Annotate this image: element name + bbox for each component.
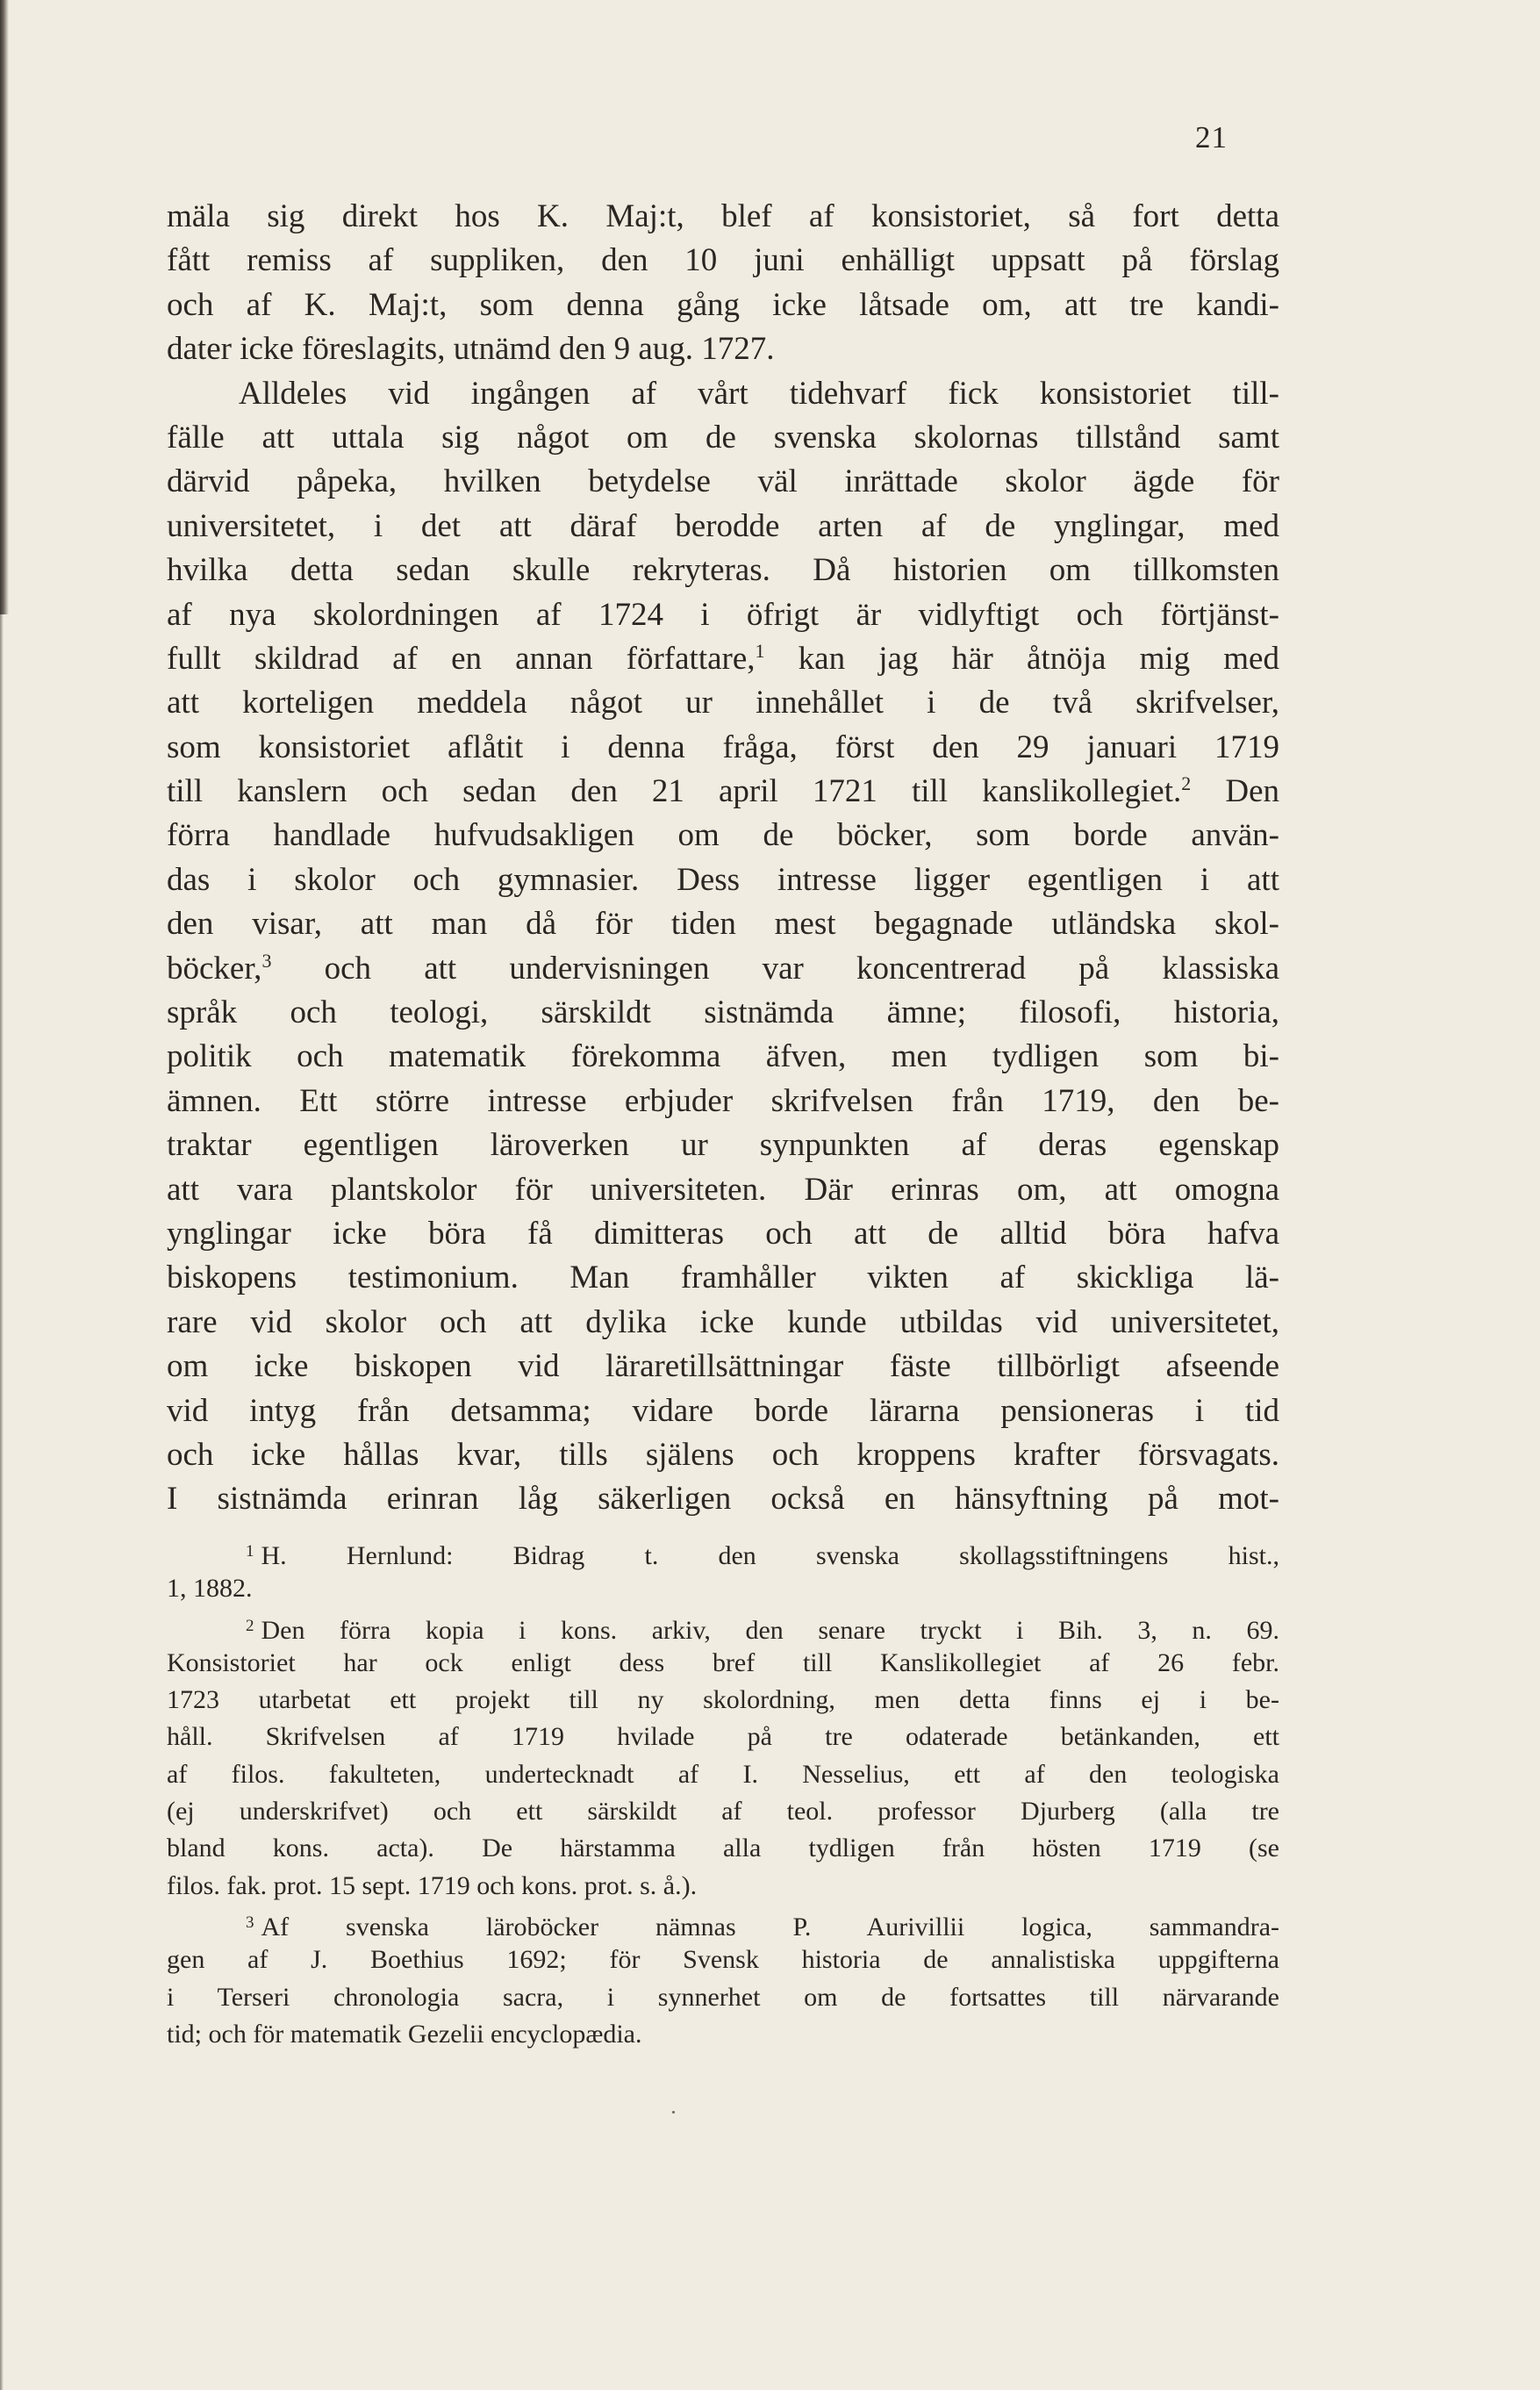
footnote-text: Af svenska läroböcker nämnas P. Aurivillii logica, sammandra- [261,1912,1279,1941]
footnote-line: filos. fak. prot. 15 sept. 1719 och kons. prot. s. å.). [167,1870,698,1900]
text-line [167,637,1279,681]
text-line: vid intyg från detsamma; vidare borde lärarna pensioneras i tid [167,1392,1279,1429]
footnote-ref: 2 [1181,772,1192,795]
footnote-2 [167,1608,1279,1905]
text-line: traktar egentligen läroverken ur synpunkten af deras egenskap [167,1127,1279,1164]
text-fragment: fullt skildrad af en annan författare, [167,640,756,677]
footnote-3 [167,1905,1279,2053]
footnote-line: bland kons. acta). De härstamma alla tydligen från hösten 1719 (se [167,1834,1279,1863]
text-line: förra handlade hufvudsakligen om de böcker, som borde använ- [167,817,1279,854]
text-line: universitetet, i det att däraf berodde arten af de ynglingar, med [167,507,1279,544]
text-line: att korteligen meddela något ur innehållet i de två skrifvelser, [167,685,1279,721]
page-number: 21 [1195,120,1228,154]
footnote-text: H. Hernlund: Bidrag t. den svenska skollagsstiftningens hist., [261,1541,1279,1570]
text-fragment: och att undervisningen var koncentrerad på klassiska [324,950,1279,987]
text-fragment: till kanslern och sedan den 21 april 1721 till kanslikollegiet. [167,773,1182,810]
text-line: ämnen. Ett större intresse erbjuder skrifvelsen från 1719, den be- [167,1082,1279,1119]
footnote-ref: 3 [261,949,272,972]
text-fragment: kan jag här åtnöja mig med [798,640,1279,677]
footnote-line: håll. Skrifvelsen af 1719 hvilade på tre odaterade betänkanden, ett [167,1722,1279,1752]
text-line: ynglingar icke böra få dimitteras och att de alltid böra hafva [167,1215,1279,1252]
footnote-line: Konsistoriet har ock enligt dess bref till Kanslikollegiet af 26 febr. [167,1647,1279,1677]
footnote-line [167,1608,1279,1645]
text-line: biskopens testimonium. Man framhåller vikten af skickliga lä- [167,1260,1279,1296]
footnote-marker: 1 [246,1542,254,1561]
footnote-1 [167,1533,1279,1608]
footnote-line: tid; och för matematik Gezelii encyclopædia. [167,2019,642,2049]
text-line: fått remiss af suppliken, den 10 juni enhälligt uppsatt på förslag [167,242,1279,279]
text-line: därvid påpeka, hvilken betydelse väl inrättade skolor ägde för [167,463,1279,500]
text-line: och af K. Maj:t, som denna gång icke låtsade om, att tre kandi- [167,286,1279,323]
text-line: af nya skolordningen af 1724 i öfrigt är vidlyftigt och förtjänst- [167,596,1279,633]
footnote-ref: 1 [755,639,765,662]
text-line: dater icke föreslagits, utnämd den 9 aug. 1727. [167,331,775,368]
text-line: som konsistoriet aflåtit i denna fråga, först den 29 januari 1719 [167,728,1279,765]
text-line [167,770,1279,814]
footnote-line: 1, 1882. [167,1574,253,1604]
footnote-line: i Terseri chronologia sacra, i synnerhet om de fortsattes till närvarande [167,1982,1279,2012]
footnote-line [167,1905,1279,1941]
text-line: das i skolor och gymnasier. Dess intresse ligger egentligen i att [167,861,1279,898]
footnotes [167,1533,1279,2053]
print-speck [672,2111,675,2114]
footnote-line: gen af J. Boethius 1692; för Svensk historia de annalistiska uppgifterna [167,1945,1279,1975]
text-fragment: Den [1225,773,1279,810]
footnote-line: (ej underskrifvet) och ett särskildt af teol. professor Djurberg (alla tre [167,1797,1279,1827]
text-line: och icke hållas kvar, tills själens och kroppens krafter försvagats. [167,1436,1279,1473]
text-line: hvilka detta sedan skulle rekryteras. Då historien om tillkomsten [167,552,1279,589]
text-line [167,947,1279,991]
footnote-marker: 3 [246,1913,254,1932]
footnote-text: Den förra kopia i kons. arkiv, den senare tryckt i Bih. 3, n. 69. [261,1615,1279,1645]
footnote-line: 1723 utarbetat ett projekt till ny skolordning, men detta finns ej i be- [167,1685,1279,1715]
text-line: den visar, att man då för tiden mest begagnade utländska skol- [167,906,1279,943]
text-line: språk och teologi, särskildt sistnämda ämne; filosofi, historia, [167,994,1279,1031]
text-line: I sistnämda erinran låg säkerligen också en hänsyftning på mot- [167,1481,1279,1518]
footnote-line: af filos. fakulteten, undertecknadt af I. Nesselius, ett af den teologiska [167,1759,1279,1789]
text-fragment: böcker, [167,950,262,987]
body-text [167,195,1279,1522]
text-line: politik och matematik förekomma äfven, men tydligen som bi- [167,1038,1279,1075]
page-edge-shadow [0,0,9,614]
page-edge-shadow-lower [0,614,4,2390]
footnote-line [167,1533,1279,1570]
text-line: Alldeles vid ingången af vårt tidehvarf fick konsistoriet till- [239,375,1279,412]
text-line: om icke biskopen vid läraretillsättningar fäste tillbörligt afseende [167,1348,1279,1385]
footnote-marker: 2 [246,1616,254,1635]
text-line: att vara plantskolor för universiteten. Där erinras om, att omogna [167,1171,1279,1208]
text-line: mäla sig direkt hos K. Maj:t, blef af konsistoriet, så fort detta [167,198,1279,234]
text-line: fälle att uttala sig något om de svenska skolornas tillstånd samt [167,419,1279,456]
text-line: rare vid skolor och att dylika icke kunde utbildas vid universitetet, [167,1303,1279,1340]
